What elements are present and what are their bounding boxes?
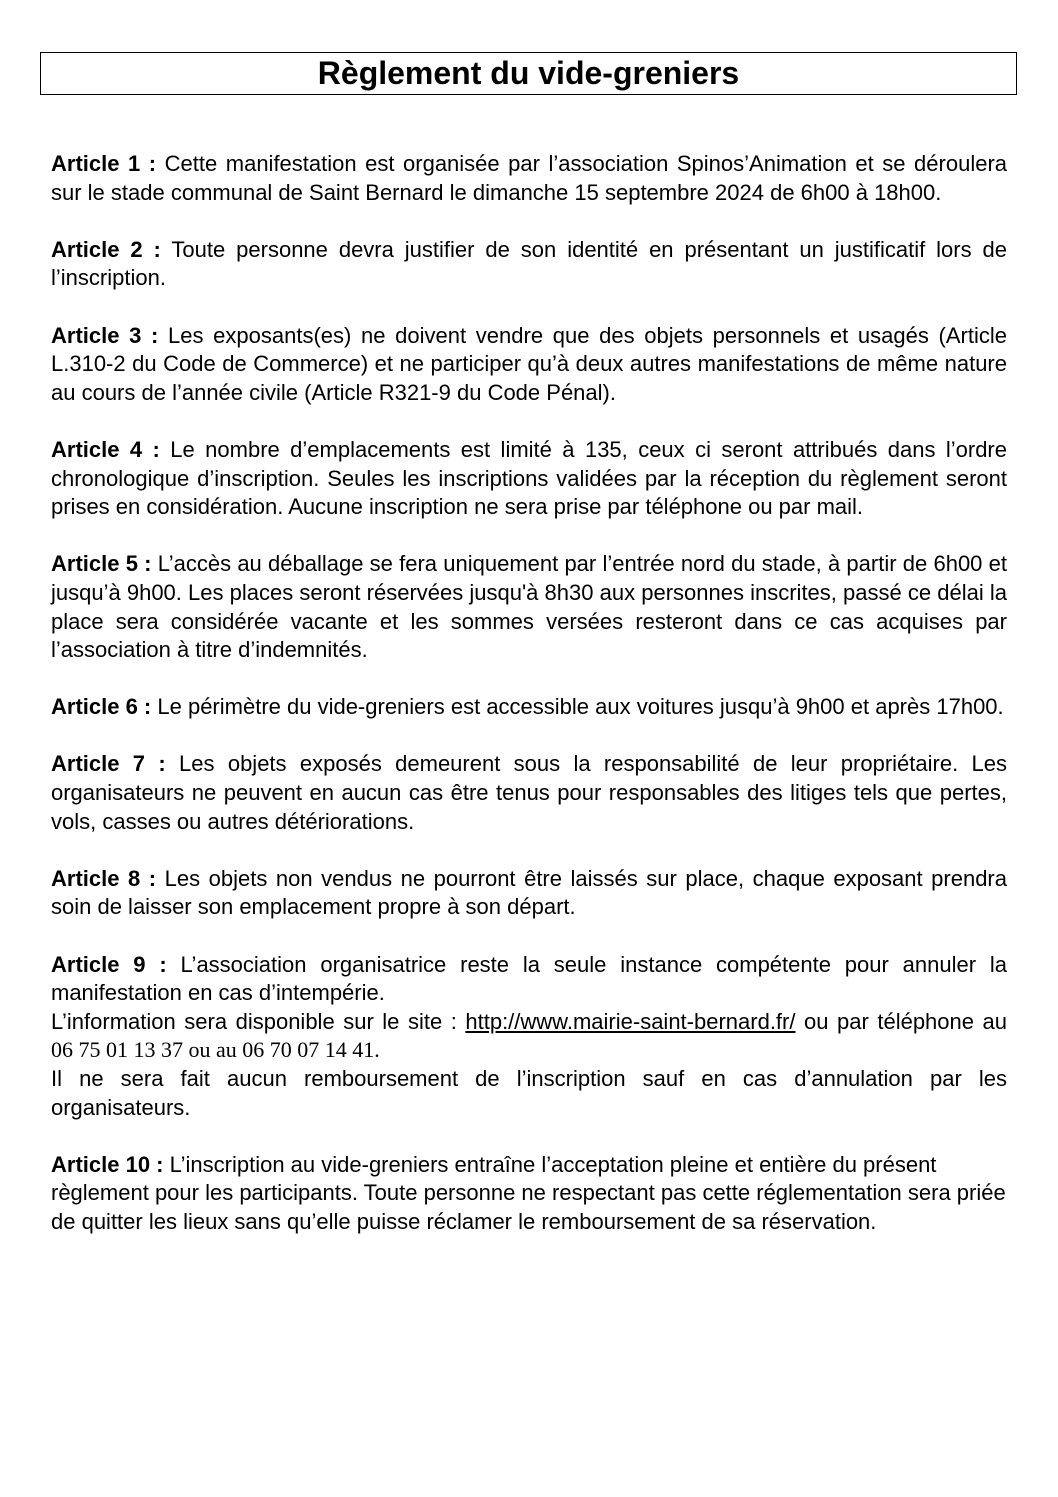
article-label: Article 1 :: [51, 151, 157, 176]
article-9-refund: Il ne sera fait aucun remboursement de l’inscription sauf en cas d’annulation par les organisateurs.: [51, 1066, 1007, 1120]
article-text: Les objets non vendus ne pourront être laissés sur place, chaque exposant prendra soin de laisser son emplacement propre à son départ.: [51, 865, 1007, 920]
article-text: Le périmètre du vide-greniers est accessible aux voitures jusqu’à 9h00 et après 17h00.: [151, 694, 1004, 720]
article-9-info: [51, 1008, 1007, 1065]
article-text: Les exposants(es) ne doivent vendre que des objets personnels et usagés (Article L.310-2 du Code de Commerce) et ne participer qu’à deux autres manifestations de même nature au cours de l’année civile (Article R321-9 du Code Pénal).: [51, 322, 1007, 405]
article-2: [51, 236, 1007, 293]
website-link[interactable]: http://www.mairie-saint-bernard.fr/: [465, 1008, 796, 1034]
article-text: Toute personne devra justifier de son identité en présentant un justificatif lors de l’inscription.: [51, 236, 1007, 291]
article-text: Les objets exposés demeurent sous la responsabilité de leur propriétaire. Les organisateurs ne peuvent en aucun cas être tenus pour responsables des litiges tels que pertes, vols, casses ou autres détériorations.: [51, 751, 1007, 834]
article-text: Cette manifestation est organisée par l’association Spinos’Animation et se déroulera sur le stade communal de Saint Bernard le dimanche 15 septembre 2024 de 6h00 à 18h00.: [51, 151, 1008, 205]
info-prefix: L’information sera disponible sur le site :: [51, 1008, 466, 1034]
article-3: [51, 322, 1007, 408]
article-8: [51, 865, 1007, 922]
info-middle: ou par téléphone au: [795, 1008, 1007, 1034]
article-text: L’association organisatrice reste la seule instance compétente pour annuler la manifestation en cas d’intempérie.: [51, 951, 1008, 1006]
phone-numbers: 06 75 01 13 37 ou au 06 70 07 14 41.: [51, 1037, 380, 1063]
article-1: [51, 150, 1007, 207]
article-label: Article 7 :: [51, 751, 166, 777]
article-text: Le nombre d’emplacements est limité à 135, ceux ci seront attribués dans l’ordre chronologique d’inscription. Seules les inscriptions validées par la réception du règlement seront prises en considération. Aucune inscription ne sera prise par téléphone ou par mail.: [51, 436, 1007, 520]
article-10: [51, 1151, 1007, 1237]
article-5: [51, 550, 1007, 664]
article-4: [51, 436, 1007, 522]
articles-list: [51, 150, 1007, 1265]
article-text: L’inscription au vide-greniers entraîne l’acceptation pleine et entière du présent règlement pour les participants. Toute personne ne respectant pas cette réglementation sera priée de quitter les lieux sans qu’elle puisse réclamer le remboursement de sa réservation.: [51, 1151, 1006, 1234]
article-9: [51, 951, 1007, 1123]
article-label: Article 2 :: [51, 236, 161, 262]
article-label: Article 6 :: [51, 694, 152, 720]
page-title: Règlement du vide-greniers: [317, 55, 740, 91]
article-label: Article 3 :: [51, 322, 159, 348]
article-label: Article 10 :: [51, 1151, 164, 1177]
article-9-main: [51, 951, 1007, 1008]
article-label: Article 5 :: [51, 551, 152, 577]
article-7: [51, 750, 1007, 836]
article-label: Article 9 :: [51, 951, 167, 977]
article-6: [51, 693, 1007, 722]
title-box: [40, 52, 1017, 95]
article-text: L’accès au déballage se fera uniquement par l’entrée nord du stade, à partir de 6h00 et jusqu’à 9h00. Les places seront réservées jusqu'à 8h30 aux personnes inscrites, passé ce délai la place sera considérée vacante et les sommes versées resteront dans ce cas acquises par l’association à titre d’indemnités.: [51, 551, 1007, 663]
article-label: Article 4 :: [51, 436, 160, 462]
article-label: Article 8 :: [51, 865, 157, 891]
